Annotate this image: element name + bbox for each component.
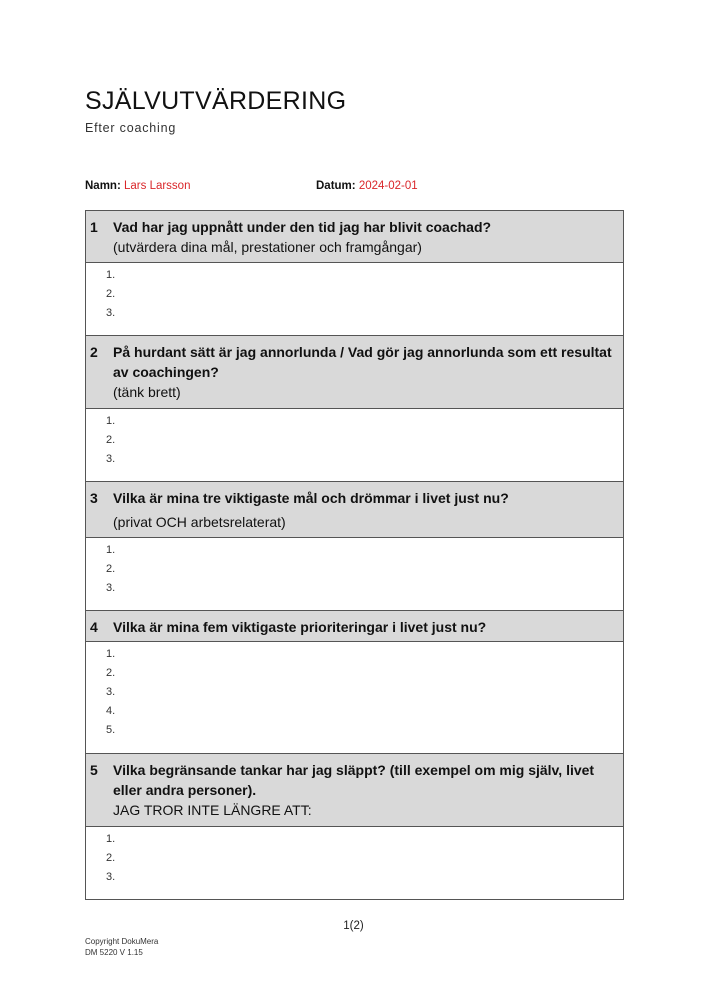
answer-line[interactable]: 3.: [106, 871, 116, 883]
question-5-header: [86, 754, 623, 827]
name-label: Namn: [85, 180, 117, 192]
answer-line[interactable]: 2.: [106, 434, 116, 446]
footer-copyright: Copyright DokuMera: [85, 937, 159, 946]
question-text: Vilka är mina tre viktigaste mål och drömmar i livet just nu?: [113, 490, 509, 506]
answer-line[interactable]: 1.: [106, 833, 116, 845]
question-number: 2: [90, 344, 98, 360]
answer-line[interactable]: 1.: [106, 269, 116, 281]
date-colon: :: [351, 180, 356, 192]
answer-line[interactable]: 5.: [106, 724, 116, 736]
answer-line[interactable]: 2.: [106, 852, 116, 864]
answer-line[interactable]: 1.: [106, 544, 116, 556]
evaluation-form: [85, 210, 624, 900]
document-title: SJÄLVUTVÄRDERING: [85, 87, 347, 115]
document-subtitle: Efter coaching: [85, 121, 177, 135]
name-colon: :: [116, 180, 121, 192]
question-text: På hurdant sätt är jag annorlunda / Vad gör jag annorlunda som ett resultat av coachingen?: [113, 344, 612, 380]
footer: [85, 936, 158, 958]
answer-line[interactable]: 3.: [106, 453, 116, 465]
date-field: [316, 180, 418, 192]
page-number: 1(2): [343, 920, 364, 932]
question-5-answers[interactable]: [86, 827, 623, 899]
question-text: Vad har jag uppnått under den tid jag har blivit coachad?: [113, 219, 492, 235]
footer-version: DM 5220 V 1.15: [85, 948, 143, 957]
question-hint: JAG TROR INTE LÄNGRE ATT:: [113, 802, 312, 818]
date-value: 2024-02-01: [358, 180, 418, 192]
question-4-answers[interactable]: [86, 642, 623, 754]
answer-line[interactable]: 2.: [106, 288, 116, 300]
question-number: 1: [90, 219, 98, 235]
answer-line[interactable]: 1.: [106, 415, 116, 427]
question-hint: (tänk brett): [113, 384, 181, 400]
question-1-header: [86, 211, 623, 263]
answer-line[interactable]: 2.: [106, 563, 116, 575]
question-text: Vilka är mina fem viktigaste prioriteringar i livet just nu?: [113, 619, 487, 635]
question-number: 3: [90, 490, 98, 506]
date-label: Datum: [316, 180, 352, 192]
question-text: Vilka begränsande tankar har jag släppt? (till exempel om mig själv, livet eller andra personer).: [113, 762, 595, 798]
answer-line[interactable]: 4.: [106, 705, 116, 717]
name-field: [85, 180, 190, 192]
answer-line[interactable]: 3.: [106, 582, 116, 594]
question-hint: (privat OCH arbetsrelaterat): [113, 514, 286, 530]
question-3-answers[interactable]: [86, 538, 623, 611]
question-4-header: [86, 611, 623, 642]
question-1-answers[interactable]: [86, 263, 623, 336]
question-number: 4: [90, 619, 98, 635]
name-value: Lars Larsson: [124, 180, 191, 192]
answer-line[interactable]: 3.: [106, 307, 116, 319]
question-2-answers[interactable]: [86, 409, 623, 482]
question-hint: (utvärdera dina mål, prestationer och framgångar): [113, 239, 422, 255]
question-number: 5: [90, 762, 98, 778]
answer-line[interactable]: 2.: [106, 667, 116, 679]
answer-line[interactable]: 3.: [106, 686, 116, 698]
question-3-header: [86, 482, 623, 538]
answer-line[interactable]: 1.: [106, 648, 116, 660]
question-2-header: [86, 336, 623, 409]
